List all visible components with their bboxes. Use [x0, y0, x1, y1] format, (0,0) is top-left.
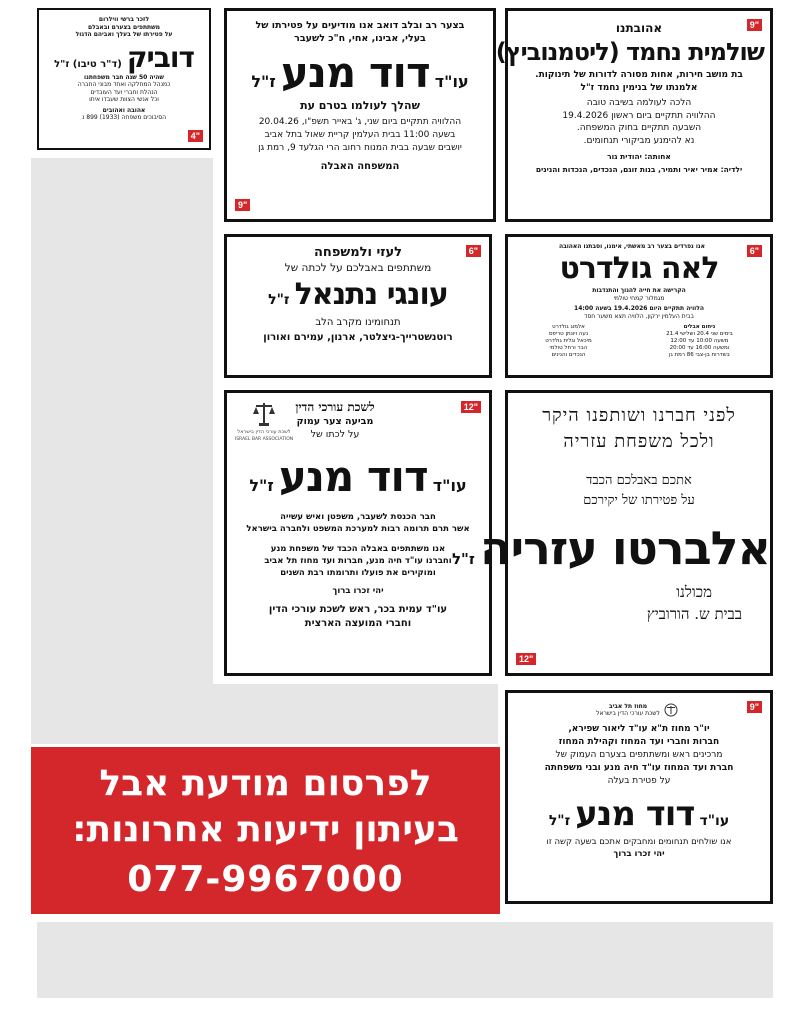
notice-line: יהי זכרו ברוך [332, 586, 384, 596]
notice-line: משעה 10:00 עד 12:00 [670, 338, 729, 344]
notice-signature: וחברי המועצה הארצית [304, 618, 412, 629]
notice-line: אנו שולחים תנחומים ומחבקים אתכם בשעה קשה זו [546, 837, 732, 847]
notice-line: ילדיה: אמיר יאיר ותמיר, בנות זוגם, הנכדים, הנכדות והנינים [535, 164, 743, 174]
gray-panel-center [213, 684, 498, 744]
deceased-name: שולמית נחמד (ליטמנוביץ) [495, 38, 764, 66]
deceased-suffix: ז"ל [548, 813, 571, 829]
notice-line: מגמלור קמחי טולמי [613, 295, 665, 302]
notice-signature: בבית ש. הורוביץ [646, 605, 742, 623]
notice-ungi-netanel [224, 234, 492, 378]
notice-line: בשדרות בן-צבי 86 רמת גן [669, 352, 730, 358]
deceased-name: לאה גולדרט [559, 251, 719, 286]
notice-line: בעלי, אבינו, אחי, ח"כ לשעבר [294, 33, 426, 44]
notice-line: אלמוג גולדרט [552, 324, 585, 330]
notice-signature: אהובה ואהובים [102, 106, 146, 114]
notice-david-manna-district [505, 690, 773, 904]
notice-shulamit-nehmad [495, 8, 773, 222]
notice-line: על פטירתו של בעלך ואביהם הדגול [75, 31, 173, 38]
notice-line: בבית העלמין ירקון, הלוויה תצא משער חסד [584, 313, 694, 320]
notice-line: הקרישה את חייה להנוך והתנדבות [592, 287, 686, 294]
notice-line: הנהלת וחברי ועד העובדים [90, 88, 158, 96]
deceased-name: דוד מנע [278, 452, 428, 501]
notice-line: ומשעה 16:00 עד 20:00 [669, 345, 730, 351]
notice-line: ומוקירים את פועלו ותרומתו רבת השנים [280, 568, 436, 578]
notice-line: מכולנו [676, 583, 712, 601]
size-tag: 9" [747, 19, 762, 31]
notice-line: לפני חברנו ושותפנו היקר [542, 405, 736, 426]
notice-line: על פטירת בעלה [607, 776, 671, 786]
notice-line: לעזי ולמשפחה [313, 245, 403, 260]
notice-line: בשעה 11:00 בבית העלמין קריית שאול בתל אביב [264, 130, 456, 140]
notice-line: ההלוויה תתקיים ביום ראשון 19.4.2026 [562, 110, 716, 121]
deceased-suffix: ז"ל [249, 476, 274, 495]
notice-line: וחברנו עו"ד חיה מנע, חברות ועד מחוז תל אביב [264, 556, 452, 566]
notice-leah-goldert [505, 234, 773, 378]
notice-signature: עו"ד עמית בכר, ראש לשכת עורכי הדין [268, 604, 448, 615]
notice-line: אהובתנו [615, 21, 663, 35]
notice-line: משתתפים בצערם ובאבלם [87, 23, 161, 31]
deceased-title: (ד"ר טיבו) ז"ל [54, 58, 122, 70]
notice-line: אנו משתתפים באבלה הכבד של משפחת מנע [270, 544, 446, 554]
notice-line: ההלוויה תתקיים ביום שני, ג' באייר תשפ"ו, 20.04.26 [258, 117, 462, 127]
notice-line: מיכאל וגלית גולדרט [545, 338, 592, 344]
notice-alberto-azaria [451, 390, 773, 676]
deceased-suffix: ז"ל [268, 292, 290, 308]
bar-association-logo [233, 401, 295, 443]
logo-text: ISRAEL BAR ASSOCIATION [234, 437, 294, 442]
advertise-banner[interactable] [31, 747, 500, 914]
deceased-title: עו"ד [432, 476, 467, 495]
notice-line: הלוויה תתקיים היום 19.4.2026 בשעה 14:00 [574, 305, 704, 312]
notice-line: הלכה לעולמה בשיבה טובה [586, 98, 692, 108]
logo-text: לשכת עורכי הדין בישראל [596, 710, 660, 717]
notice-line: הבר ורחל טולמי [549, 345, 588, 351]
size-tag: 9" [747, 701, 762, 713]
notice-line: על לכתו של [310, 429, 360, 440]
size-tag: 4" [188, 130, 203, 142]
notice-line: מרכינים ראש ומשתתפים בצערם העמוק של [555, 750, 723, 760]
notice-line: ניחום אבלים [683, 324, 716, 330]
advertise-headline: לפרסום מודעת אבל [99, 763, 432, 804]
notice-line: חבר הכנסת לשעבר, משפטן ואיש עשייה [280, 512, 436, 522]
notice-line: אתכם באבלכם הכבד [586, 473, 692, 488]
notice-line: חברת ועד המחוז עו"ד חיה מנע ובני משפחתה [544, 763, 734, 773]
size-tag: 12" [461, 401, 481, 413]
logo-text: לשכת עורכי הדין בישראל [237, 429, 291, 435]
notice-line: יו"ר מחוז ת"א עו"ד ליאור שפירא, [568, 724, 710, 734]
notice-line: בצער רב ובלב דואב אנו מודיעים על פטירתו של [255, 20, 465, 31]
notice-line: אשר תרם תרומה רבות למערכת המשפט ולחברה בישראל [246, 524, 470, 534]
deceased-title: עו"ד [699, 813, 730, 829]
notice-line: השבעה תתקיים בחוק המשפחה. [576, 123, 702, 133]
notice-line: חברות וחברי ועד המחוז וקהילת המחוז [558, 737, 720, 747]
shiva-details [508, 324, 770, 359]
notice-line: תנחומינו מקרב הלב [315, 317, 401, 328]
size-tag: 12" [516, 653, 536, 665]
notice-line: אנו נפרדים בצער רב מאשתי, אימנו, וסבתנו האהובה [558, 243, 706, 250]
notice-line: בת מושב חירות, אחות מסורה לדורות של תינוקות. [535, 70, 743, 80]
notice-line: נעה ויונתן טריפס [548, 331, 589, 337]
deceased-name: אלברטו עזריה [479, 521, 770, 575]
deceased-suffix: ז"ל [251, 72, 276, 91]
notice-line: על פטירתו של יקירכם [583, 493, 695, 508]
size-tag: 6" [747, 245, 762, 257]
notice-line: מביעה צער עמוק [296, 416, 374, 427]
notice-line: יושבים שבעה בבית המנוח רחוב הרי הגלעד 9, רמת גן [258, 143, 462, 153]
notice-line: כמנהל המחלקה ואחד מבוני החברה [77, 81, 171, 88]
notice-line: שהיה 50 שנה חבר משפחתנו [84, 73, 164, 81]
notice-line: הנכדים והנינים [551, 352, 586, 358]
size-tag: 9" [235, 199, 250, 211]
deceased-name: עונגי נתנאל [294, 277, 448, 312]
logo-text: מחוז תל אביב [608, 703, 648, 710]
advertise-phone[interactable]: 077-9967000 [127, 859, 404, 900]
notice-david-manna-family [224, 8, 496, 222]
notice-line: משתתפים באבלכם על לכתה של [284, 262, 432, 274]
notice-dubik [37, 8, 211, 150]
scales-icon [253, 401, 275, 427]
deceased-name: דוד מנע [280, 48, 430, 97]
gray-panel-bottom [37, 922, 773, 998]
deceased-title: עו"ד [434, 72, 469, 91]
notice-line: וכל אנשי הצוות שעבדו איתו [89, 96, 159, 103]
deceased-suffix: ז"ל [451, 550, 475, 568]
notice-line: אלמנתו של בנימין נחמד ז"ל [580, 82, 698, 93]
notice-line: נא להימנע מביקורי תנחומים. [583, 135, 695, 146]
scales-icon [664, 703, 678, 717]
gray-panel-left [31, 158, 213, 744]
size-tag: 6" [466, 245, 481, 257]
notice-footer: הסיבוכים משפחה (1933) 899 נ [81, 114, 167, 121]
notice-org: לשכת עורכי הדין [295, 400, 375, 414]
notice-line: לזכר ברשי ווילרום [98, 16, 150, 23]
notice-line: יהי זכרו ברוך [613, 849, 665, 859]
deceased-name: דוביק [126, 40, 194, 74]
notice-signature: המשפחה האבלה [320, 161, 400, 172]
deceased-name: דוד מנע [575, 794, 695, 834]
notice-line: שהלך לעולמו בטרם עת [300, 99, 420, 112]
notice-line: בימים שני 20.4 ושלישי 21.4 [666, 331, 733, 337]
notice-line: אחותה: יהודית גור [607, 152, 671, 161]
advertise-subheadline: בעיתון ידיעות אחרונות: [72, 809, 459, 850]
notice-line: ולכל משפחת עזריה [563, 431, 715, 452]
notice-line: רוטנשטרייך-גיצלטר, ארנון, עמירם ואורון [263, 332, 453, 343]
